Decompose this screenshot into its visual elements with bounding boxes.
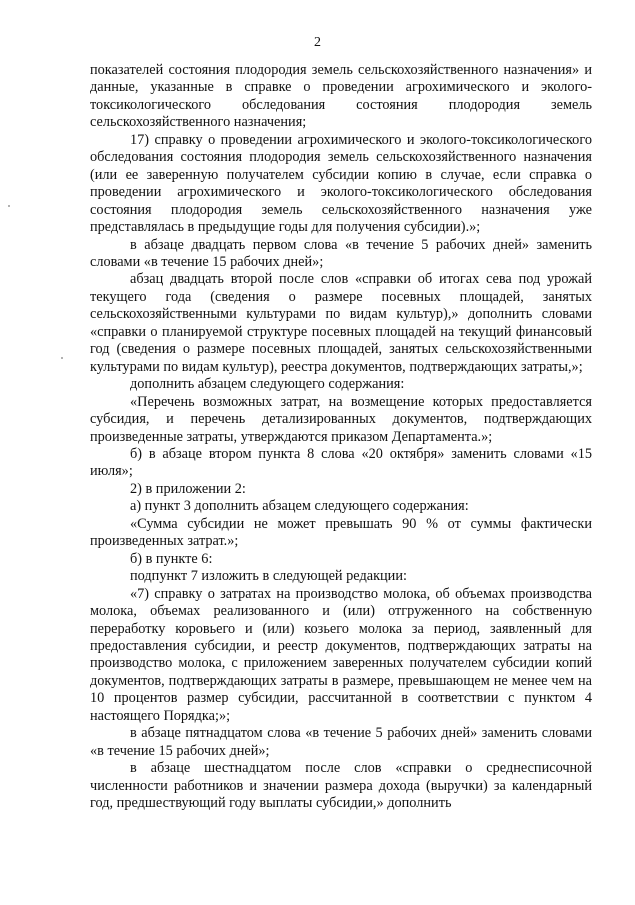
document-body: [90, 62, 592, 812]
paragraph-item-17: 17) справку о проведении агрохимического и эколого-токсикологического обследования состояния плодородия земель сельскохозяйственного назначения (или ее заверенную получателем субсидии копию в случае, если справка о проведении агрохимического и эколого-токсикологического обследования состояния плодородия земель сельскохозяйственного назначения уже представлялась в предыдущие годы для получения субсидии).»;: [90, 131, 592, 236]
paragraph-item-3: а) пункт 3 дополнить абзацем следующего содержания:: [130, 498, 469, 515]
scan-speck: [61, 357, 63, 359]
scan-speck: [8, 205, 10, 207]
paragraph-subsidy-limit: «Сумма субсидии не может превышать 90 % от суммы фактически произведенных затрат.»;: [90, 515, 592, 550]
paragraph-amend-15th: в абзаце пятнадцатом слова «в течение 5 рабочих дней» заменить словами «в течение 15 рабочих дней»;: [90, 725, 592, 759]
paragraph-amend-21st: в абзаце двадцать первом слова «в течение 5 рабочих дней» заменить словами «в течение 15 рабочих дней»;: [90, 236, 592, 270]
paragraph-item-8: б) в абзаце втором пункта 8 слова «20 октября» заменить словами «15 июля»;: [90, 445, 592, 480]
paragraph-annex-2: 2) в приложении 2:: [130, 480, 246, 497]
paragraph-item-6: б) в пункте 6:: [130, 550, 213, 567]
paragraph-subitem-7-intro: подпункт 7 изложить в следующей редакции:: [130, 568, 407, 585]
paragraph-continuation: показателей состояния плодородия земель сельскохозяйственного назначения» и данные, указанные в справке о проведении агрохимического и эколого-токсикологического обследования состояния плодородия земель сельскохозяйственного назначения;: [90, 62, 592, 131]
paragraph-amend-16th: в абзаце шестнадцатом после слов «справки о среднесписочной численности работников и значении размера дохода (выручки) за календарный год, предшествующий году выплаты субсидии,» дополнить: [90, 760, 592, 812]
paragraph-amend-22nd: абзац двадцать второй после слов «справки об итогах сева под урожай текущего года (сведения о размере посевных площадей, занятых сельскохозяйственными культурами по видам культур),» дополнить словами «справки о планируемой структуре посевных площадей на текущий финансовый год (сведения о размере посевных площадей, занятых сельскохозяйственными культурами по видам культур), реестра документов, подтверждающих затраты,»;: [90, 271, 592, 375]
paragraph-subitem-7-text: «7) справку о затратах на производство молока, об объемах производства молока, объемах реализованного и (или) отгруженного на собственную переработку коровьего и (или) козьего молока за период, заявленный для предоставления субсидии, и реестр документов, подтверждающих затраты на производство молока, с приложением заверенных получателем субсидии копий документов, подтверждающих затраты в размере, превышающем не менее чем на 10 процентов размер субсидии, рассчитанной в соответствии с пунктом 4 настоящего Порядка;»;: [90, 585, 592, 724]
paragraph-cost-list: «Перечень возможных затрат, на возмещение которых предоставляется субсидия, и перечень детализированных документов, подтверждающих произведенные затраты, утверждаются приказом Департамента.»;: [90, 393, 592, 445]
paragraph-add-clause: дополнить абзацем следующего содержания:: [130, 376, 405, 393]
page-number: 2: [314, 35, 321, 50]
